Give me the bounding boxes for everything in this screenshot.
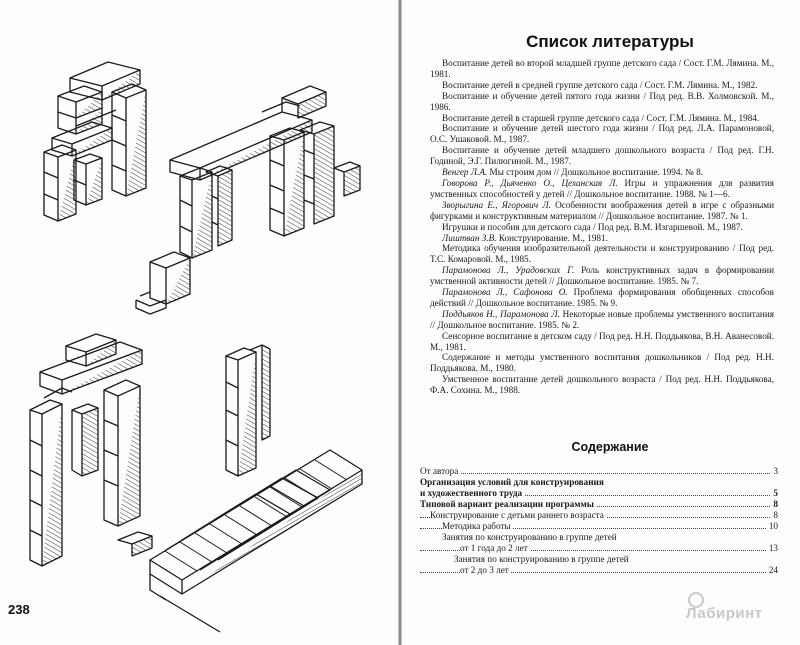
references-title: Список литературы [526,32,694,51]
drawing-bottom-left [30,334,152,566]
toc-row: От автора 3 [420,466,778,476]
drawing-top-left [44,62,146,221]
toc-row: и художественного труда 5 [420,488,778,498]
page-number: 238 [8,602,30,617]
reference-item: Умственное воспитание детей дошкольного возраста / Под ред. Н.Н. Поддьякова, Ф.А. Сохина. М., 1988. [430,374,774,396]
references-list [430,58,774,396]
block-construction-drawings [0,0,398,645]
contents-list [420,466,778,576]
reference-item: Воспитание и обучение детей младшего дошкольного возраста / Под ред. Г.Н. Годиной, Э.Г. Пилюгиной. М., 1987. [430,145,774,167]
toc-row: от 1 года до 2 лет 13 [420,543,778,554]
drawing-bottom-right [150,345,362,632]
reference-item: Парамонова Л., Сафонова О. Проблема формирования обобщенных способов действий // Дошкольное воспитание. 1985. № 9. [430,287,774,308]
toc-row: Занятия по конструированию в группе детей [454,554,629,564]
toc-row: Организация условий для конструирования [420,477,604,487]
reference-item: Парамонова Л., Урадовских Г. Роль конструктивных задач в формировании умственной активности детей // Дошкольное воспитание. 1985. № 7. [430,265,774,287]
reference-item: Воспитание и обучение детей шестого года жизни / Под ред. Л.А. Парамоновой, О.С. Ушаковой. М., 1987. [430,123,774,145]
left-page [0,0,398,645]
watermark-text: Лабиринт [686,605,763,622]
drawing-top-right [136,86,360,314]
contents-title: Содержание [571,440,649,454]
reference-item: Воспитание детей во второй младшей группе детского сада / Сост. Г.М. Лямина. М., 1981. [430,58,774,79]
toc-row: Конструирование с детьми раннего возраста 8 [420,510,778,521]
reference-item: Воспитание и обучение детей пятого года жизни / Под ред. В.В. Холмовской. М., 1986. [430,90,774,112]
reference-item: Воспитание детей в старшей группе детского сада / Сост. Г.М. Лямина. М., 1984. [442,112,760,123]
toc-row: Занятия по конструированию в группе детей [442,532,617,542]
reference-item: Методика обучения изобразительной деятельности и конструированию / Под ред. Т.С. Комаровой. М., 1985. [430,243,774,265]
toc-row: Методика работы 10 [420,521,778,532]
reference-item: Игрушки и пособия для детского сада / Под ред. В.М. Изгаршевой. М., 1987. [442,221,743,232]
reference-item: Содержание и методы умственного воспитания дошкольников / Под ред. Н.Н. Поддьякова. М., 1980. [430,352,774,374]
toc-row: от 2 до 3 лет 24 [420,565,778,576]
reference-item: Венгер Л.А. Мы строим дом // Дошкольное воспитание. 1994. № 8. [442,167,704,178]
reference-item: Говорова Р., Дьяченко О., Цеханская Л. Игры и упражнения для развития умственных способностей у детей // Дошкольное воспитание. 1988. № 1—6. [430,177,774,199]
toc-row: Типовой вариант реализации программы 8 [420,499,778,509]
reference-item: Лиштван З.В. Конструирование. М., 1981. [442,232,608,243]
reference-item: Воспитание детей в средней группе детского сада / Сост. Г.М. Лямина. М., 1982. [442,79,758,90]
reference-item: Сенсорное воспитание в детском саду / Под ред. Н.Н. Поддьякова, В.Н. Аванесовой. М., 1981. [430,330,774,352]
reference-item: Поддьяков Н., Парамонова Л. Некоторые новые проблемы умственного воспитания // Дошкольное воспитание. 1985. № 2. [430,308,774,330]
reference-item: Зворыгина Е., Ягорович Л. Особенности воображения детей в игре с образными фигурками и конструктивным материалом // Дошкольное воспитание. 1987. № 1. [430,199,775,221]
